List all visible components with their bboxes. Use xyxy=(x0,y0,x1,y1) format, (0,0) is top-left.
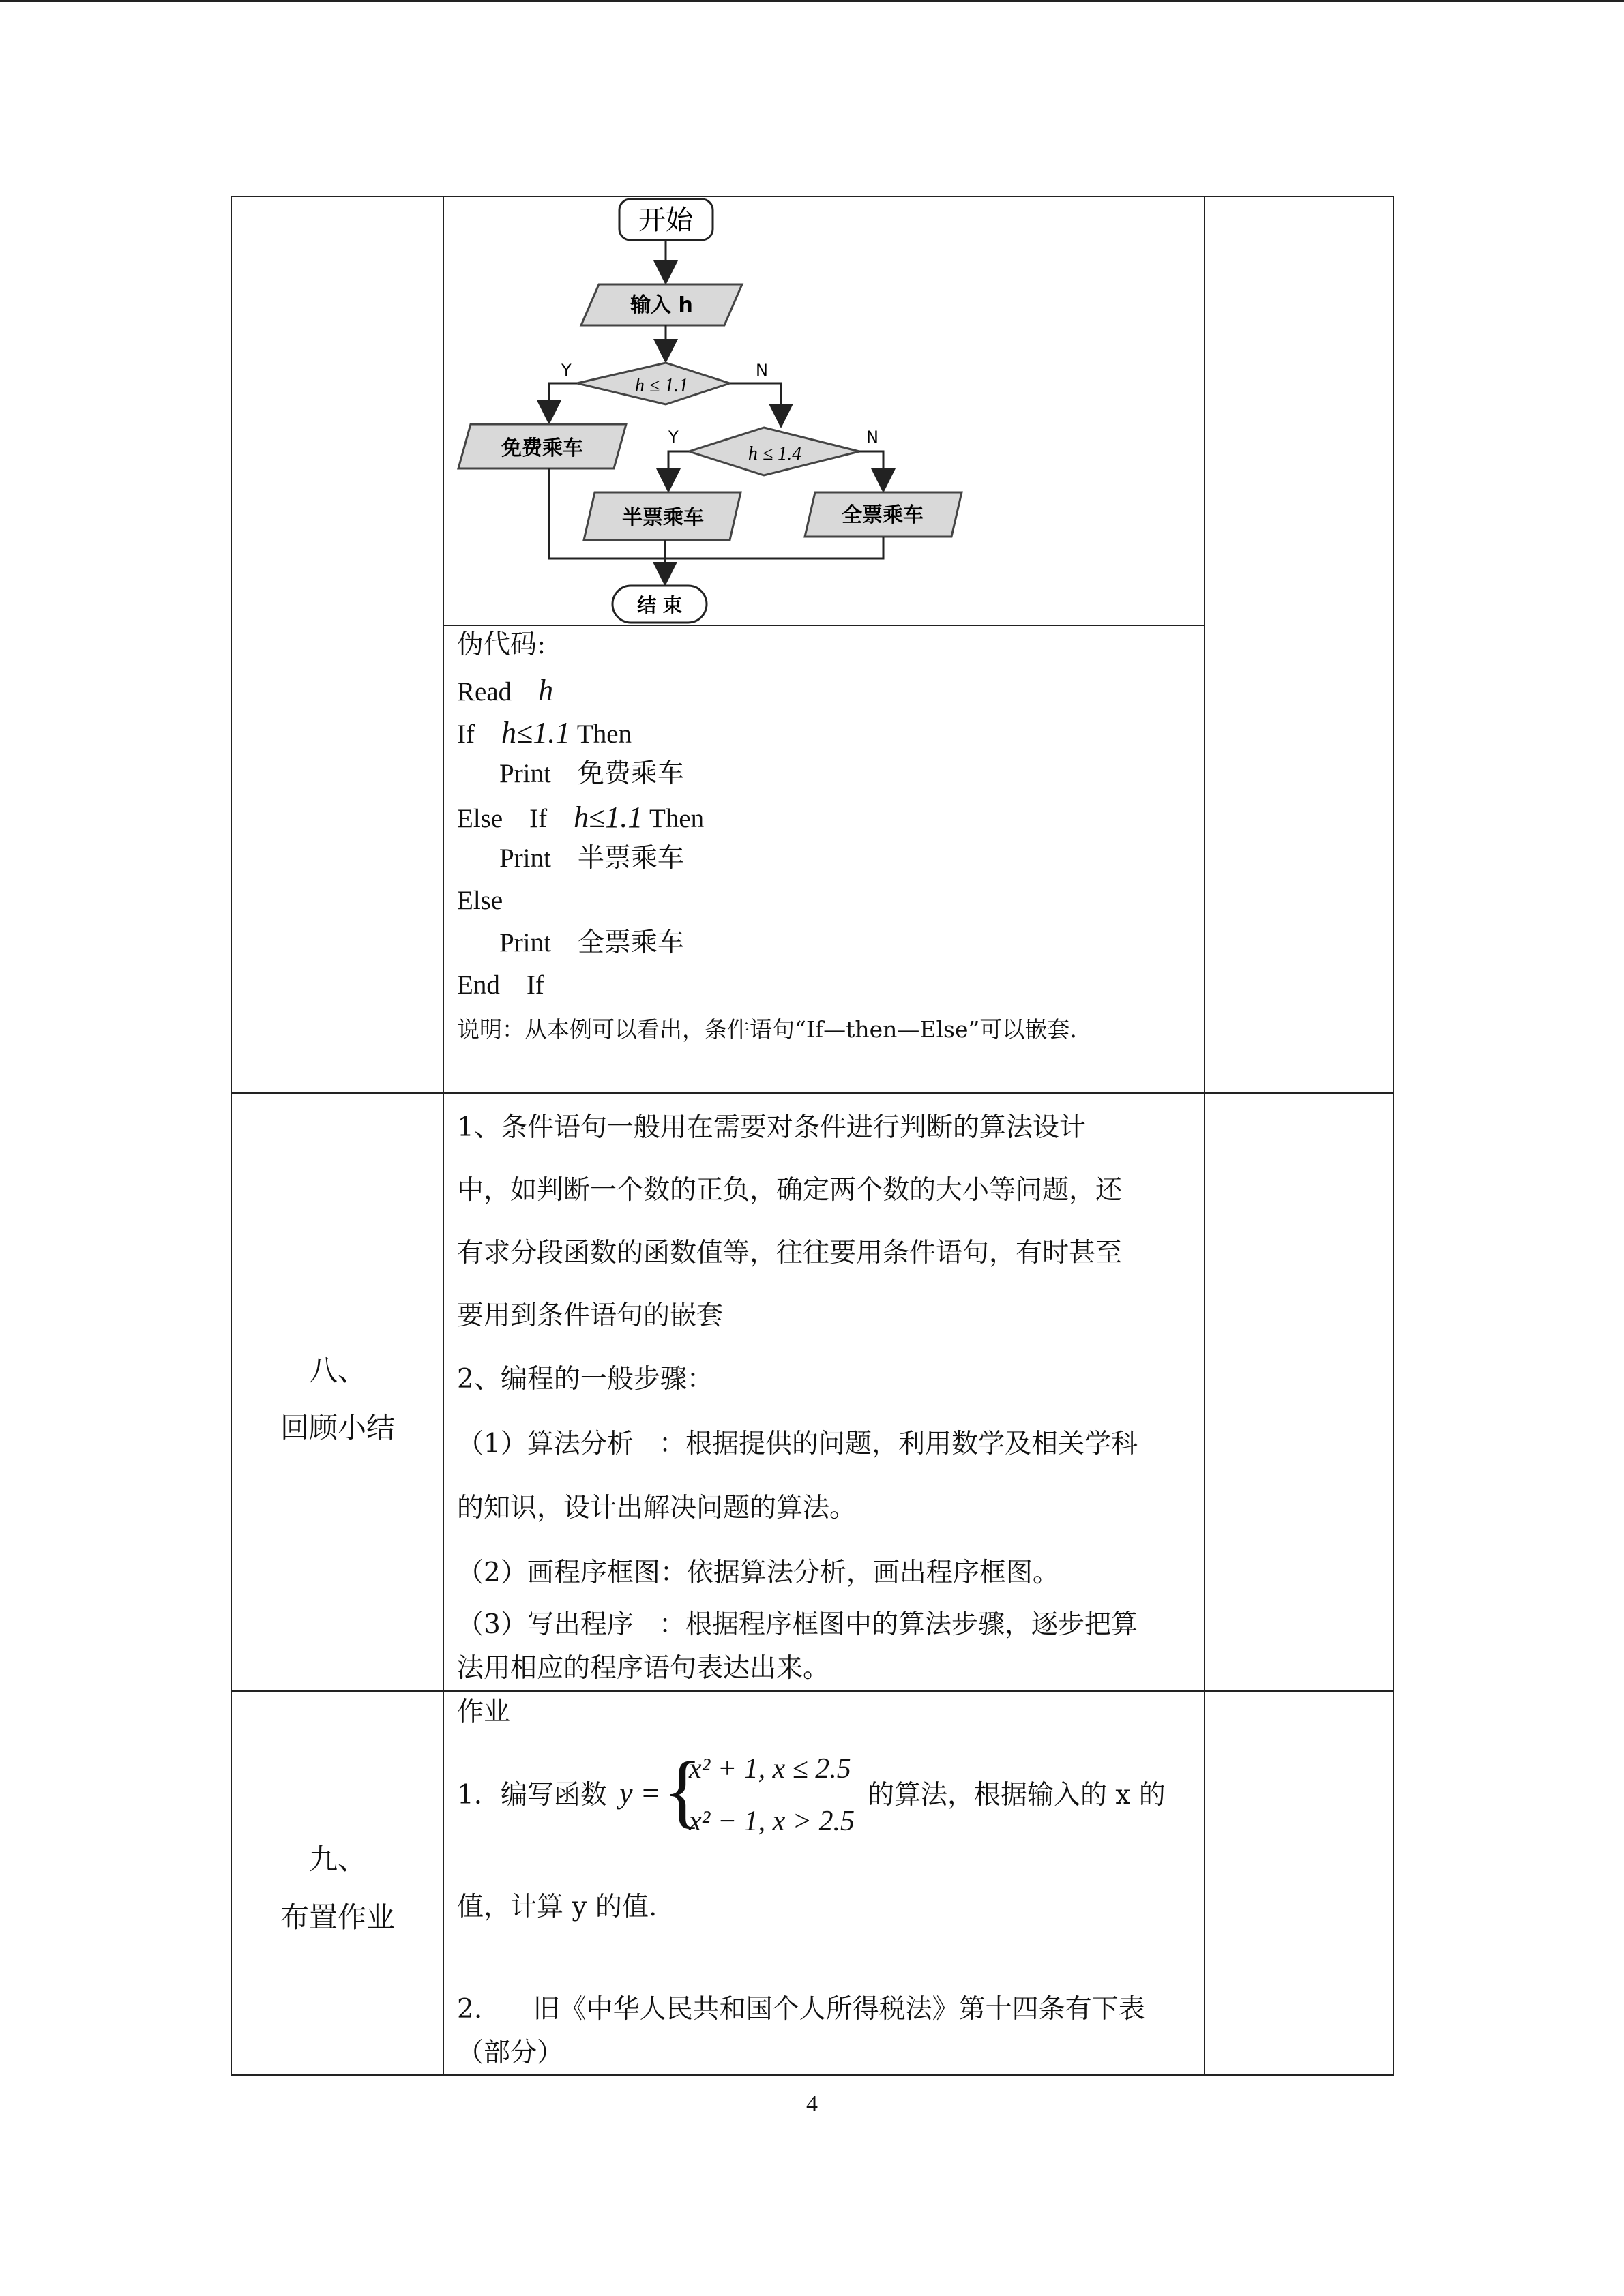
half-label: 半票乘车 xyxy=(622,506,704,530)
summary-step1-line2: 的知识，设计出解决问题的算法。 xyxy=(457,1493,857,1523)
pseudocode-note: 说明：从本例可以看出，条件语句“If—then—Else”可以嵌套. xyxy=(457,1016,1077,1043)
summary-p1-line1: 1、条件语句一般用在需要对条件进行判断的算法设计 xyxy=(457,1112,1086,1143)
pseudocode-title: 伪代码: xyxy=(457,629,546,660)
homework-q1-prefix: 1．编写函数 xyxy=(457,1780,607,1810)
decision-2-yes: Y xyxy=(668,428,679,447)
decision-1-no: N xyxy=(756,361,768,380)
homework-q1-case1: x² + 1, x ≤ 2.5 xyxy=(689,1753,851,1785)
homework-q1-y: y = xyxy=(619,1776,661,1810)
start-label: 开始 xyxy=(638,205,693,236)
summary-p1-line2: 中，如判断一个数的正负，确定两个数的大小等问题，还 xyxy=(457,1175,1123,1206)
end-label: 结 束 xyxy=(637,594,682,616)
decision-2-label: h ≤ 1.4 xyxy=(748,443,802,464)
flow-arrow xyxy=(730,383,781,424)
homework-q2-line2: （部分） xyxy=(457,2038,564,2068)
code-line-1: Read h xyxy=(457,674,554,707)
decision-2-no: N xyxy=(866,428,879,447)
decision-1-label: h ≤ 1.1 xyxy=(634,375,689,396)
homework-q1-suffix: 的算法，根据输入的 x 的 xyxy=(868,1780,1166,1810)
summary-section-number: 八、 xyxy=(308,1354,366,1387)
flow-arrow xyxy=(668,451,689,489)
summary-section-title: 回顾小结 xyxy=(280,1411,395,1444)
homework-q1-case2: x² − 1, x > 2.5 xyxy=(689,1806,855,1837)
summary-step1-line1: （1）算法分析 ：根据提供的问题，利用数学及相关学科 xyxy=(457,1429,1138,1459)
code-line-8: End If xyxy=(457,970,544,1000)
row-divider xyxy=(232,1092,1394,1094)
code-line-6: Else xyxy=(457,886,503,915)
code-line-3: Print 免费乘车 xyxy=(499,758,684,789)
decision-1-yes: Y xyxy=(561,361,572,380)
summary-p2: 2、编程的一般步骤： xyxy=(457,1364,713,1395)
summary-p1-line3: 有求分段函数的函数值等，往往要用条件语句，有时甚至 xyxy=(457,1238,1123,1268)
homework-section-title: 布置作业 xyxy=(280,1900,395,1934)
flow-arrow xyxy=(549,383,577,421)
summary-p1-line4: 要用到条件语句的嵌套 xyxy=(457,1300,724,1331)
homework-q1-line2: 值，计算 y 的值. xyxy=(457,1892,658,1922)
full-label: 全票乘车 xyxy=(842,503,924,527)
code-line-4: Else If h≤1.1 Then xyxy=(457,801,705,834)
code-line-7: Print 全票乘车 xyxy=(499,927,684,958)
flowchart xyxy=(443,196,1211,625)
homework-q2-line1: 2. 旧《中华人民共和国个人所得税法》第十四条有下表 xyxy=(457,1994,1145,2025)
input-label: 输入 h xyxy=(630,293,693,317)
flow-arrow xyxy=(859,451,883,489)
summary-step3-line2: 法用相应的程序语句表达出来。 xyxy=(457,1653,830,1684)
row-divider xyxy=(232,1690,1394,1692)
code-line-2: If h≤1.1 Then xyxy=(457,716,632,749)
summary-step3-line1: （3）写出程序 ：根据程序框图中的算法步骤，逐步把算 xyxy=(457,1609,1138,1640)
page-number: 4 xyxy=(806,2091,818,2117)
summary-step2: （2）画程序框图：依据算法分析，画出程序框图。 xyxy=(457,1557,1059,1588)
piecewise-brace: { xyxy=(663,1745,703,1836)
free-label: 免费乘车 xyxy=(501,436,583,460)
code-line-5: Print 半票乘车 xyxy=(499,843,684,874)
homework-heading: 作业 xyxy=(457,1697,511,1727)
top-rule xyxy=(0,0,1624,2)
homework-section-number: 九、 xyxy=(308,1843,366,1876)
